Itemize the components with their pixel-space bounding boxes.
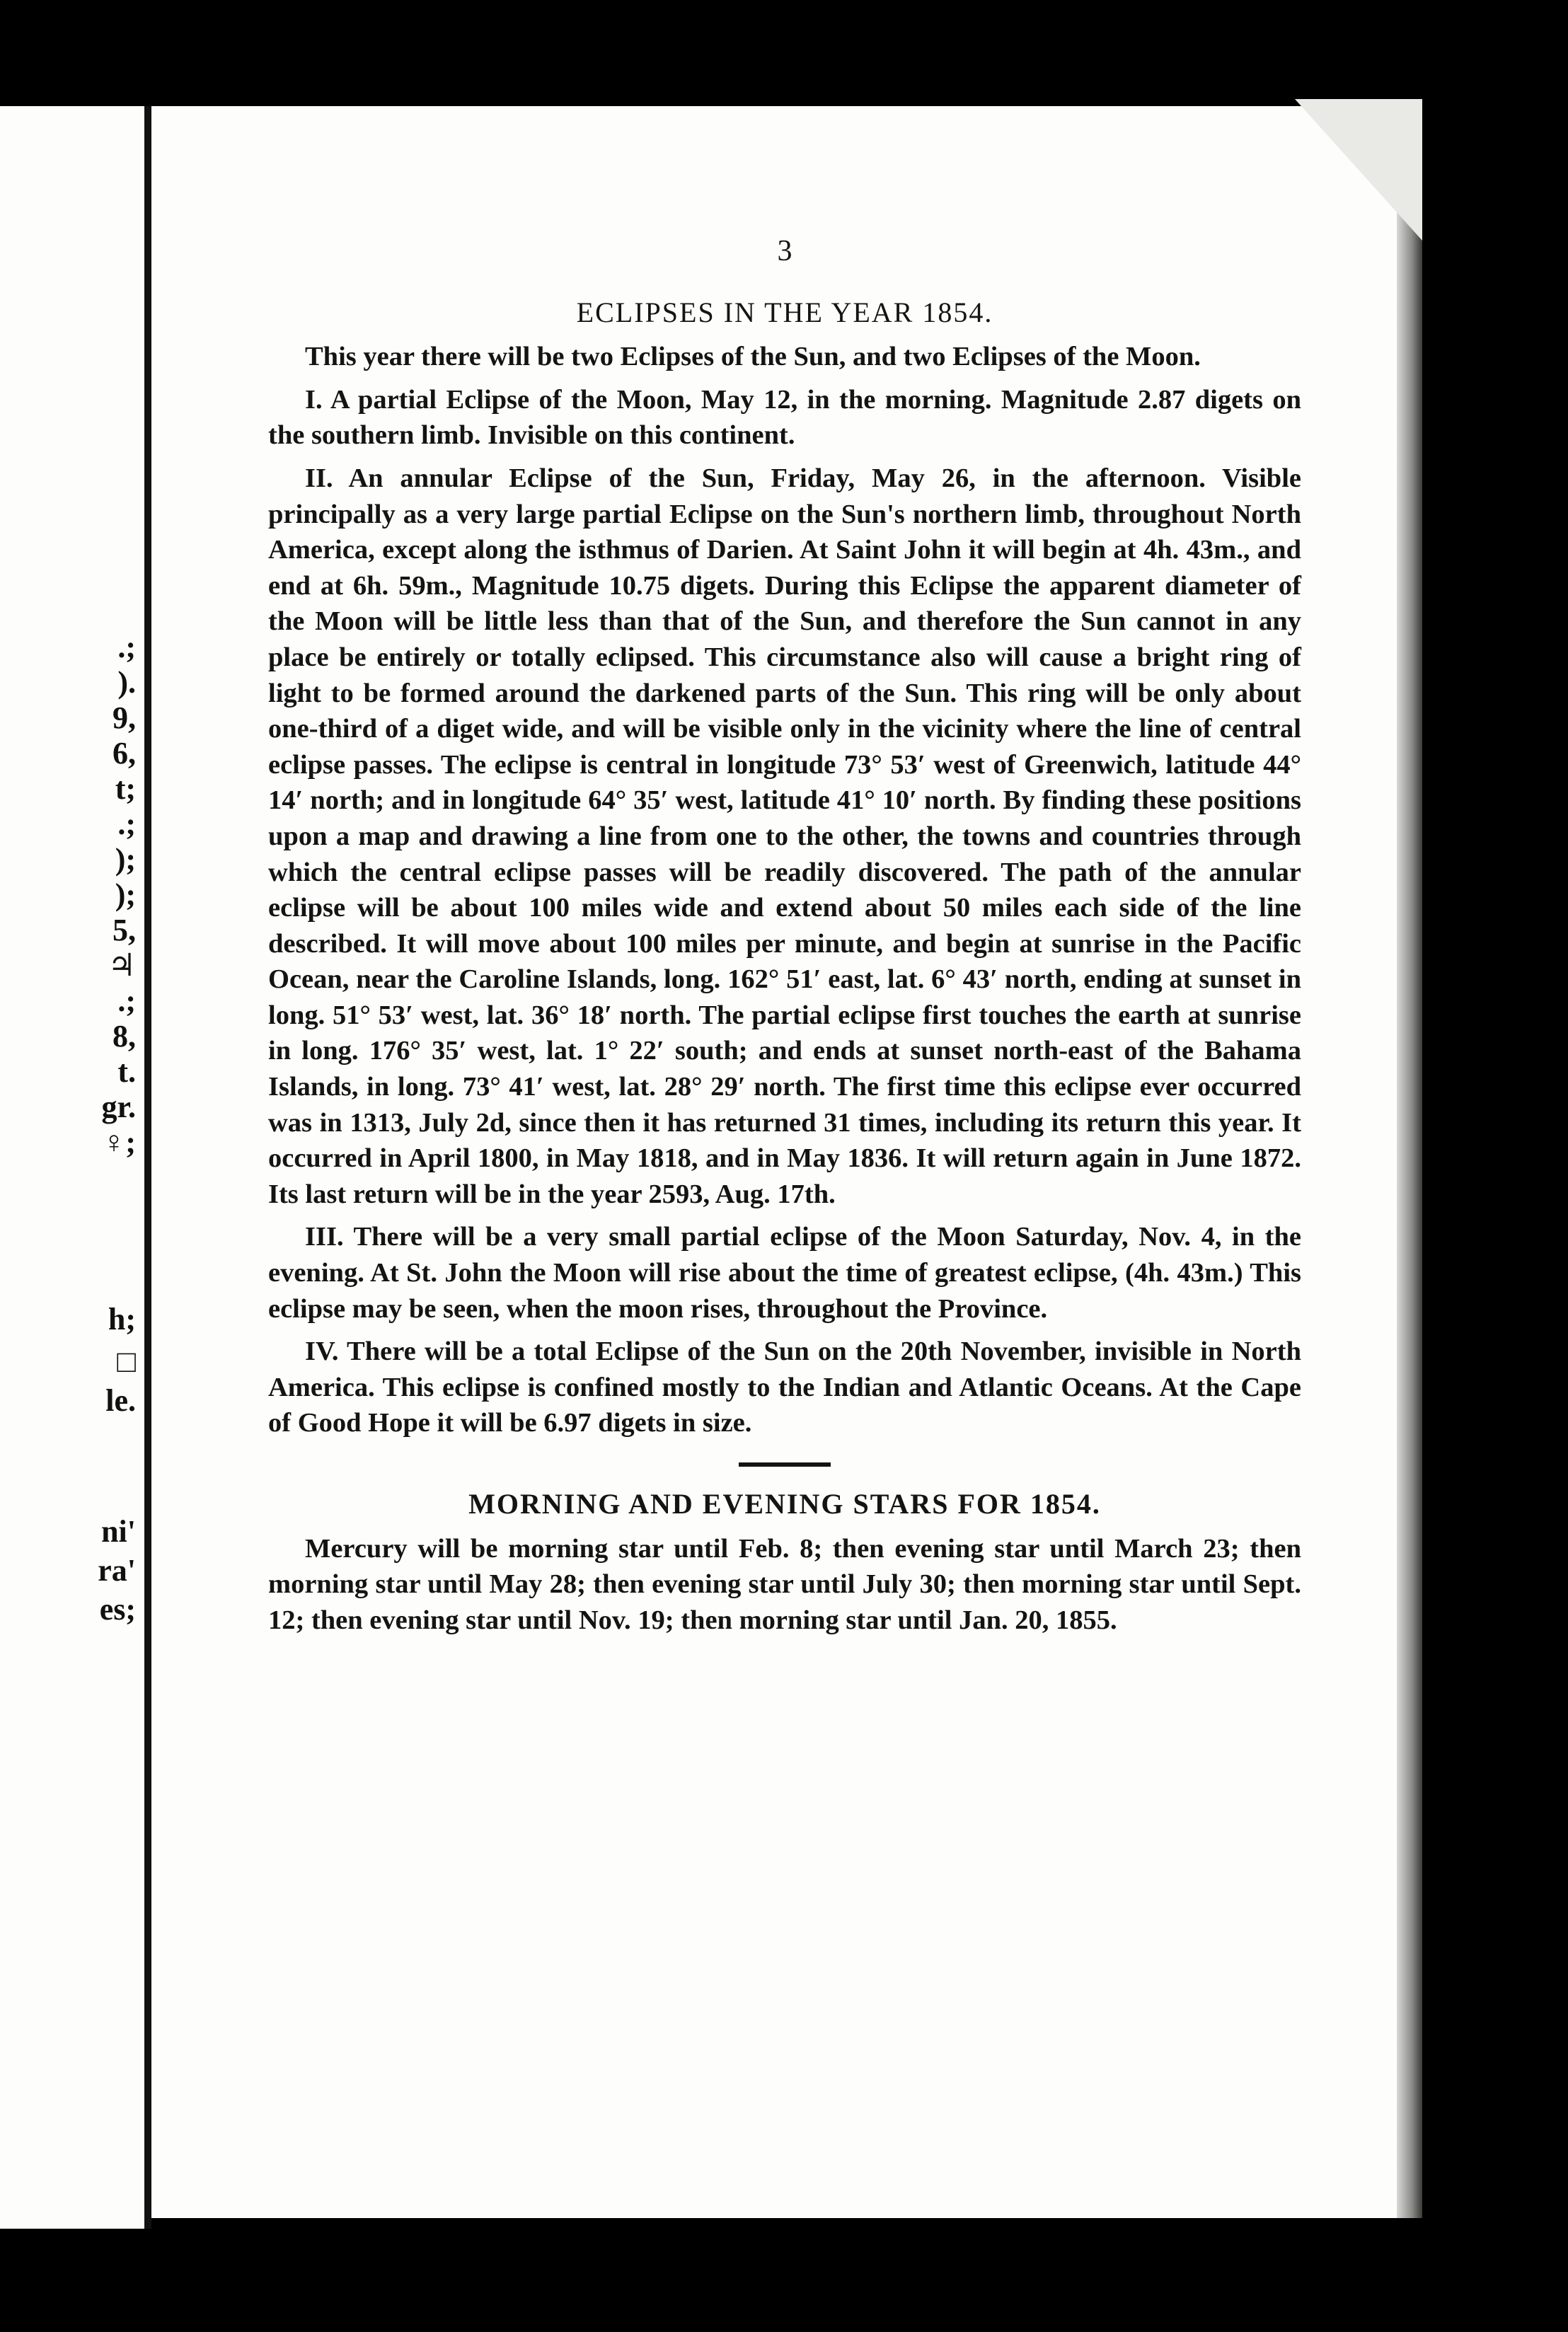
- margin-fragment: ra': [98, 1553, 136, 1588]
- margin-fragment: .;: [117, 807, 136, 841]
- margin-fragment: t;: [115, 771, 136, 806]
- page-number: 3: [777, 235, 792, 267]
- left-facing-page: [0, 106, 149, 2229]
- stars-section: [268, 1487, 1301, 1638]
- margin-fragment: 5,: [113, 913, 136, 947]
- margin-fragment: 8,: [113, 1019, 136, 1054]
- margin-fragment: h;: [108, 1302, 136, 1337]
- margin-fragment: 9,: [113, 700, 136, 735]
- eclipses-intro: This year there will be two Eclipses of the Sun, and two Eclipses of the Moon.: [305, 342, 1201, 372]
- stars-heading: MORNING AND EVENING STARS FOR 1854.: [468, 1488, 1101, 1520]
- section-divider: [739, 1462, 831, 1467]
- margin-fragment: □: [117, 1344, 136, 1379]
- margin-fragment: .;: [117, 983, 136, 1018]
- margin-fragment: );: [115, 877, 136, 912]
- page-text: [268, 233, 1301, 1645]
- torn-corner: [1295, 99, 1422, 241]
- eclipses-heading: ECLIPSES IN THE YEAR 1854.: [576, 296, 993, 328]
- margin-fragment: t.: [117, 1054, 136, 1089]
- page-edge: [1397, 113, 1422, 2218]
- margin-fragment: gr.: [101, 1090, 136, 1124]
- margin-fragment: ).: [117, 665, 136, 700]
- eclipses-section: [268, 295, 1301, 1441]
- eclipse-paragraph-1: I. A partial Eclipse of the Moon, May 12, in the morning. Magnitude 2.87 digets on the southern limb. Invisible on this continent.: [268, 384, 1301, 451]
- book-gutter: [144, 106, 151, 2229]
- book-page: [151, 106, 1397, 2218]
- margin-fragment: 6,: [113, 736, 136, 770]
- margin-fragment: es;: [99, 1592, 136, 1627]
- eclipse-paragraph-3: III. There will be a very small partial eclipse of the Moon Saturday, Nov. 4, in the evening. At St. John the Moon will rise about the time of greatest eclipse, (4h. 43m.) This eclipse may be seen, when the moon rises, throughout the Province.: [268, 1222, 1301, 1324]
- margin-fragment: ♃: [108, 948, 136, 983]
- margin-fragment: .;: [117, 630, 136, 664]
- margin-fragment: le.: [105, 1383, 136, 1418]
- stars-paragraph: Mercury will be morning star until Feb. 8; then evening star until March 23; then morning star until May 28; then evening star until July 30; then morning star until Sept. 12; then evening star until Nov. 19; then morning star until Jan. 20, 1855.: [268, 1533, 1301, 1635]
- eclipse-paragraph-4: IV. There will be a total Eclipse of the Sun on the 20th November, invisible in North America. This eclipse is confined mostly to the Indian and Atlantic Oceans. At the Cape of Good Hope it will be 6.97 digets in size.: [268, 1337, 1301, 1438]
- eclipse-paragraph-2: II. An annular Eclipse of the Sun, Friday, May 26, in the afternoon. Visible principally as a very large partial Eclipse on the Sun's northern limb, throughout North America, except along the isthmus of Darien. At Saint John it will begin at 4h. 43m., and end at 6h. 59m., Magnitude 10.75 digets. During this Eclipse the apparent diameter of the Moon will be little less than that of the Sun, and therefore the Sun cannot in any place be entirely or totally eclipsed. This circumstance also will cause a bright ring of light to be formed around the darkened parts of the Sun. This ring will be only about one-third of a diget wide, and will be visible only in the vicinity where the line of central eclipse passes. The eclipse is central in longitude 73° 53′ west of Greenwich, latitude 44° 14′ north; and in longitude 64° 35′ west, latitude 41° 10′ north. By finding these positions upon a map and drawing a line from one to the other, the towns and countries through which the central eclipse passes will be readily discovered. The path of the annular eclipse will be about 100 miles wide and extend about 50 miles each side of the line described. It will move about 100 miles per minute, and begin at sunrise in the Pacific Ocean, near the Caroline Islands, long. 162° 51′ east, lat. 6° 43′ north, ending at sunset in long. 51° 53′ west, lat. 36° 18′ north. The partial eclipse first touches the earth at sunrise in long. 176° 35′ west, lat. 1° 22′ south; and ends at sunset north-east of the Bahama Islands, in long. 73° 41′ west, lat. 28° 29′ north. The first time this eclipse ever occurred was in 1313, July 2d, since then it has returned 31 times, including its return this year. It occurred in April 1800, in May 1818, and in May 1836. It will return again in June 1872. Its last return will be in the year 2593, Aug. 17th.: [268, 463, 1301, 1209]
- margin-fragment: ♀;: [102, 1125, 136, 1160]
- margin-fragment: );: [115, 842, 136, 877]
- margin-fragment: ni': [101, 1514, 136, 1549]
